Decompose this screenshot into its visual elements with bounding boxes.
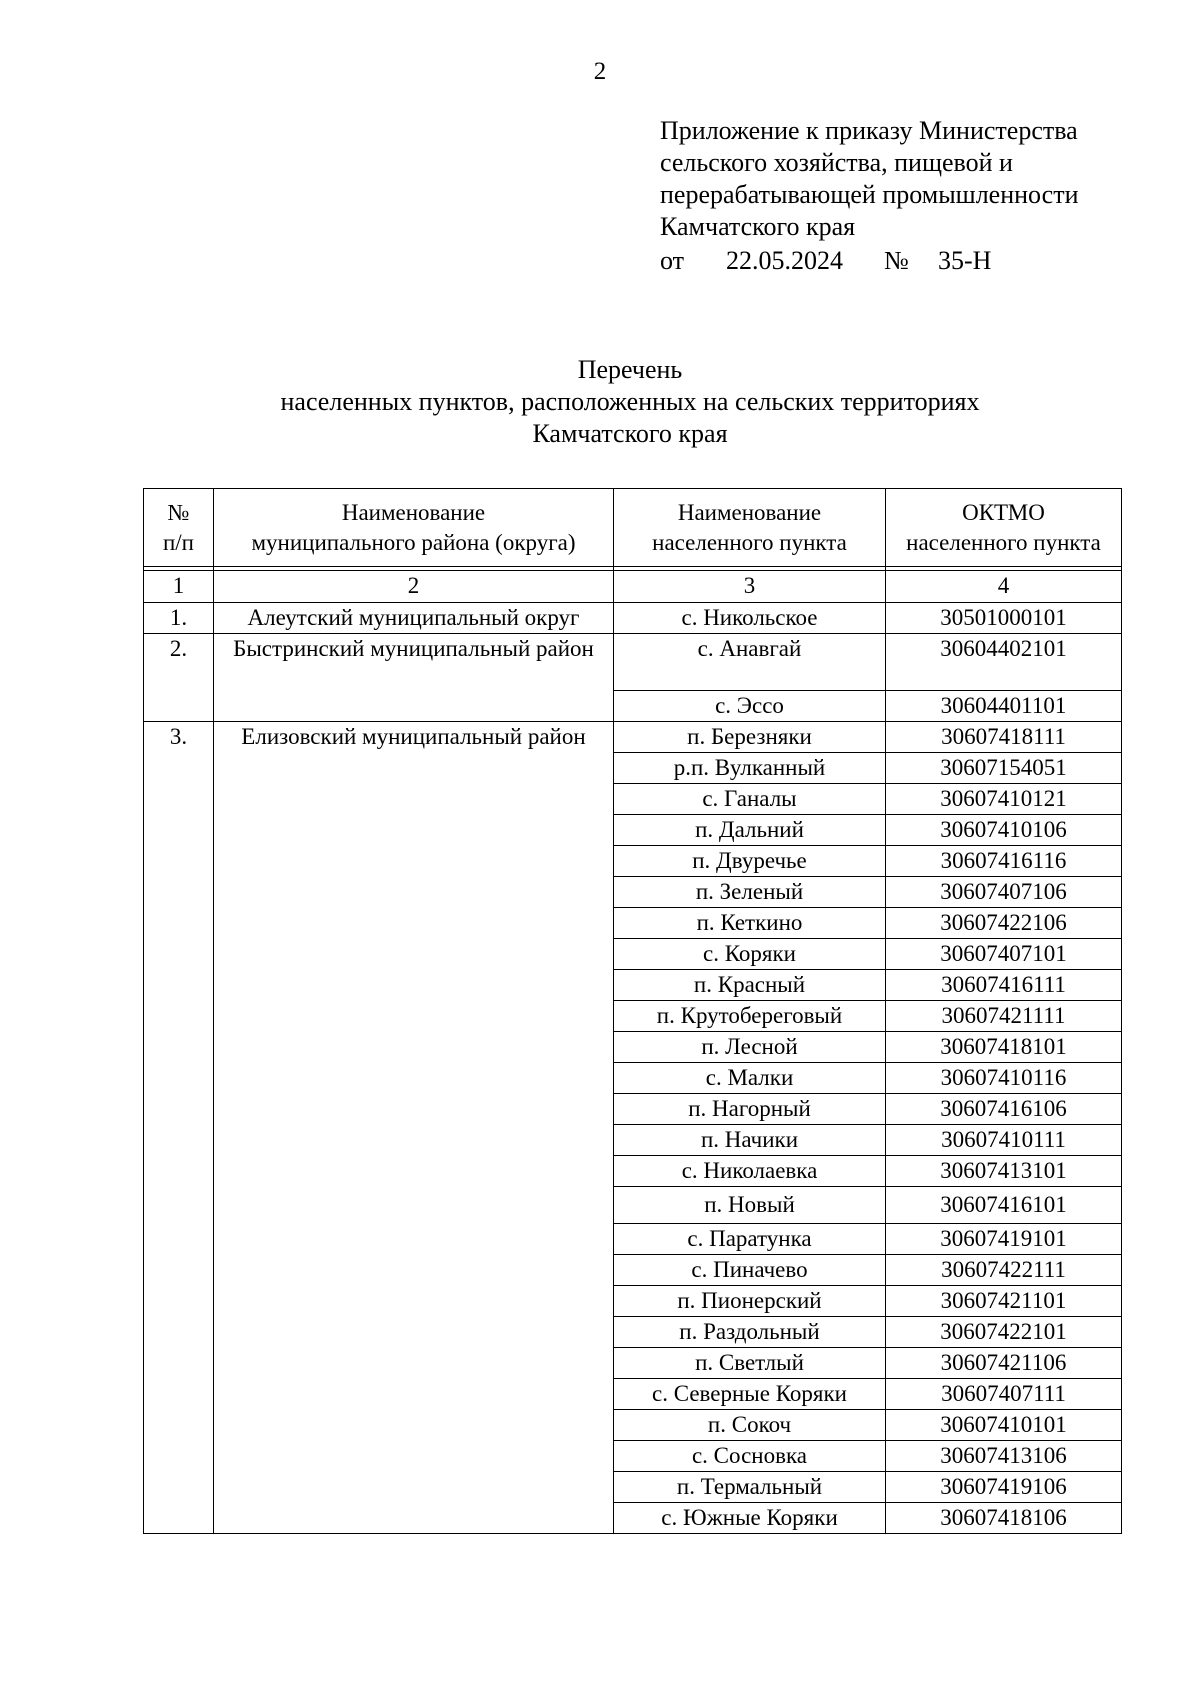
column-number: 4 [886,571,1122,603]
order-date-line [660,245,1160,277]
oktmo-code: 30607416101 [886,1187,1122,1224]
page-number: 2 [593,58,607,85]
header-district [214,489,614,567]
district-name: Алеутский муниципальный округ [214,603,614,634]
settlement-name: п. Раздольный [614,1317,886,1348]
header-text: п/п [162,530,194,555]
settlement-name: п. Березняки [614,722,886,753]
settlement-name: с. Северные Коряки [614,1379,886,1410]
oktmo-code: 30607416106 [886,1094,1122,1125]
oktmo-code: 30607410116 [886,1063,1122,1094]
date-prefix: от [660,246,685,275]
settlement-name: п. Зеленый [614,877,886,908]
column-number: 1 [144,571,214,603]
settlement-name: с. Пиначево [614,1255,886,1286]
order-number: 35-Н [938,246,992,275]
annex-line: сельского хозяйства, пищевой и [660,148,1013,177]
header-settlement [614,489,886,567]
settlement-name: п. Сокоч [614,1410,886,1441]
number-sign: № [884,246,909,275]
oktmo-code: 30607421101 [886,1286,1122,1317]
settlement-name: с. Ганалы [614,784,886,815]
district-name: Елизовский муниципальный район [214,722,614,1534]
header-oktmo [886,489,1122,567]
row-number: 3. [144,722,214,1534]
oktmo-code: 30607422101 [886,1317,1122,1348]
annex-block [660,115,1160,277]
oktmo-code: 30607422111 [886,1255,1122,1286]
oktmo-code: 30607418111 [886,722,1122,753]
oktmo-code: 30604402101 [886,634,1122,691]
settlement-name: с. Коряки [614,939,886,970]
settlement-name: с. Южные Коряки [614,1503,886,1534]
oktmo-code: 30607410111 [886,1125,1122,1156]
title-line: Перечень [577,355,683,384]
row-number: 2. [144,634,214,722]
document-title [0,354,1200,450]
settlement-name: с. Эссо [614,691,886,722]
header-text: ОКТМО [962,500,1045,525]
table-row [144,603,1122,634]
settlement-name: р.п. Вулканный [614,753,886,784]
settlement-name: с. Паратунка [614,1224,886,1255]
oktmo-code: 30607410106 [886,815,1122,846]
header-num [144,489,214,567]
settlement-name: с. Малки [614,1063,886,1094]
table-row [144,634,1122,691]
oktmo-code: 30607419106 [886,1472,1122,1503]
annex-line: перерабатывающей промышленности [660,180,1079,209]
oktmo-code: 30607154051 [886,753,1122,784]
settlement-name: с. Николаевка [614,1156,886,1187]
oktmo-code: 30607418106 [886,1503,1122,1534]
settlement-name: п. Новый [614,1187,886,1224]
annex-line: Камчатского края [660,212,856,241]
oktmo-code: 30607407106 [886,877,1122,908]
settlement-name: с. Анавгай [614,634,886,691]
header-text: Наименование [677,500,822,525]
title-line: Камчатского края [532,419,728,448]
settlement-name: п. Красный [614,970,886,1001]
annex-line: Приложение к приказу Министерства [660,116,1078,145]
header-text: муниципального района (округа) [251,530,576,555]
table-header-row [144,489,1122,567]
settlement-name: п. Двуречье [614,846,886,877]
header-text: Наименование [341,500,486,525]
oktmo-code: 30607410121 [886,784,1122,815]
header-text: № [167,500,190,525]
oktmo-code: 30607413106 [886,1441,1122,1472]
settlement-name: п. Лесной [614,1032,886,1063]
oktmo-code: 30604401101 [886,691,1122,722]
oktmo-code: 30607418101 [886,1032,1122,1063]
settlement-name: п. Начики [614,1125,886,1156]
settlement-name: п. Пионерский [614,1286,886,1317]
table-row [144,722,1122,753]
settlement-name: п. Дальний [614,815,886,846]
settlements-table [143,488,1122,1534]
oktmo-code: 30607421106 [886,1348,1122,1379]
oktmo-code: 30607422106 [886,908,1122,939]
settlement-name: п. Кеткино [614,908,886,939]
order-date: 22.05.2024 [726,246,843,275]
oktmo-code: 30607416116 [886,846,1122,877]
oktmo-code: 30607421111 [886,1001,1122,1032]
oktmo-code: 30501000101 [886,603,1122,634]
oktmo-code: 30607407111 [886,1379,1122,1410]
column-number: 2 [214,571,614,603]
settlement-name: п. Термальный [614,1472,886,1503]
column-number-row [144,571,1122,603]
settlement-name: п. Крутобереговый [614,1001,886,1032]
header-text: населенного пункта [652,530,847,555]
oktmo-code: 30607410101 [886,1410,1122,1441]
district-name: Быстринский муниципальный район [214,634,614,722]
column-number: 3 [614,571,886,603]
oktmo-code: 30607407101 [886,939,1122,970]
row-number: 1. [144,603,214,634]
settlement-name: п. Нагорный [614,1094,886,1125]
oktmo-code: 30607419101 [886,1224,1122,1255]
settlement-name: с. Никольское [614,603,886,634]
title-line: населенных пунктов, расположенных на сельских территориях [280,387,980,416]
settlement-name: с. Сосновка [614,1441,886,1472]
oktmo-code: 30607413101 [886,1156,1122,1187]
settlement-name: п. Светлый [614,1348,886,1379]
oktmo-code: 30607416111 [886,970,1122,1001]
header-text: населенного пункта [906,530,1101,555]
